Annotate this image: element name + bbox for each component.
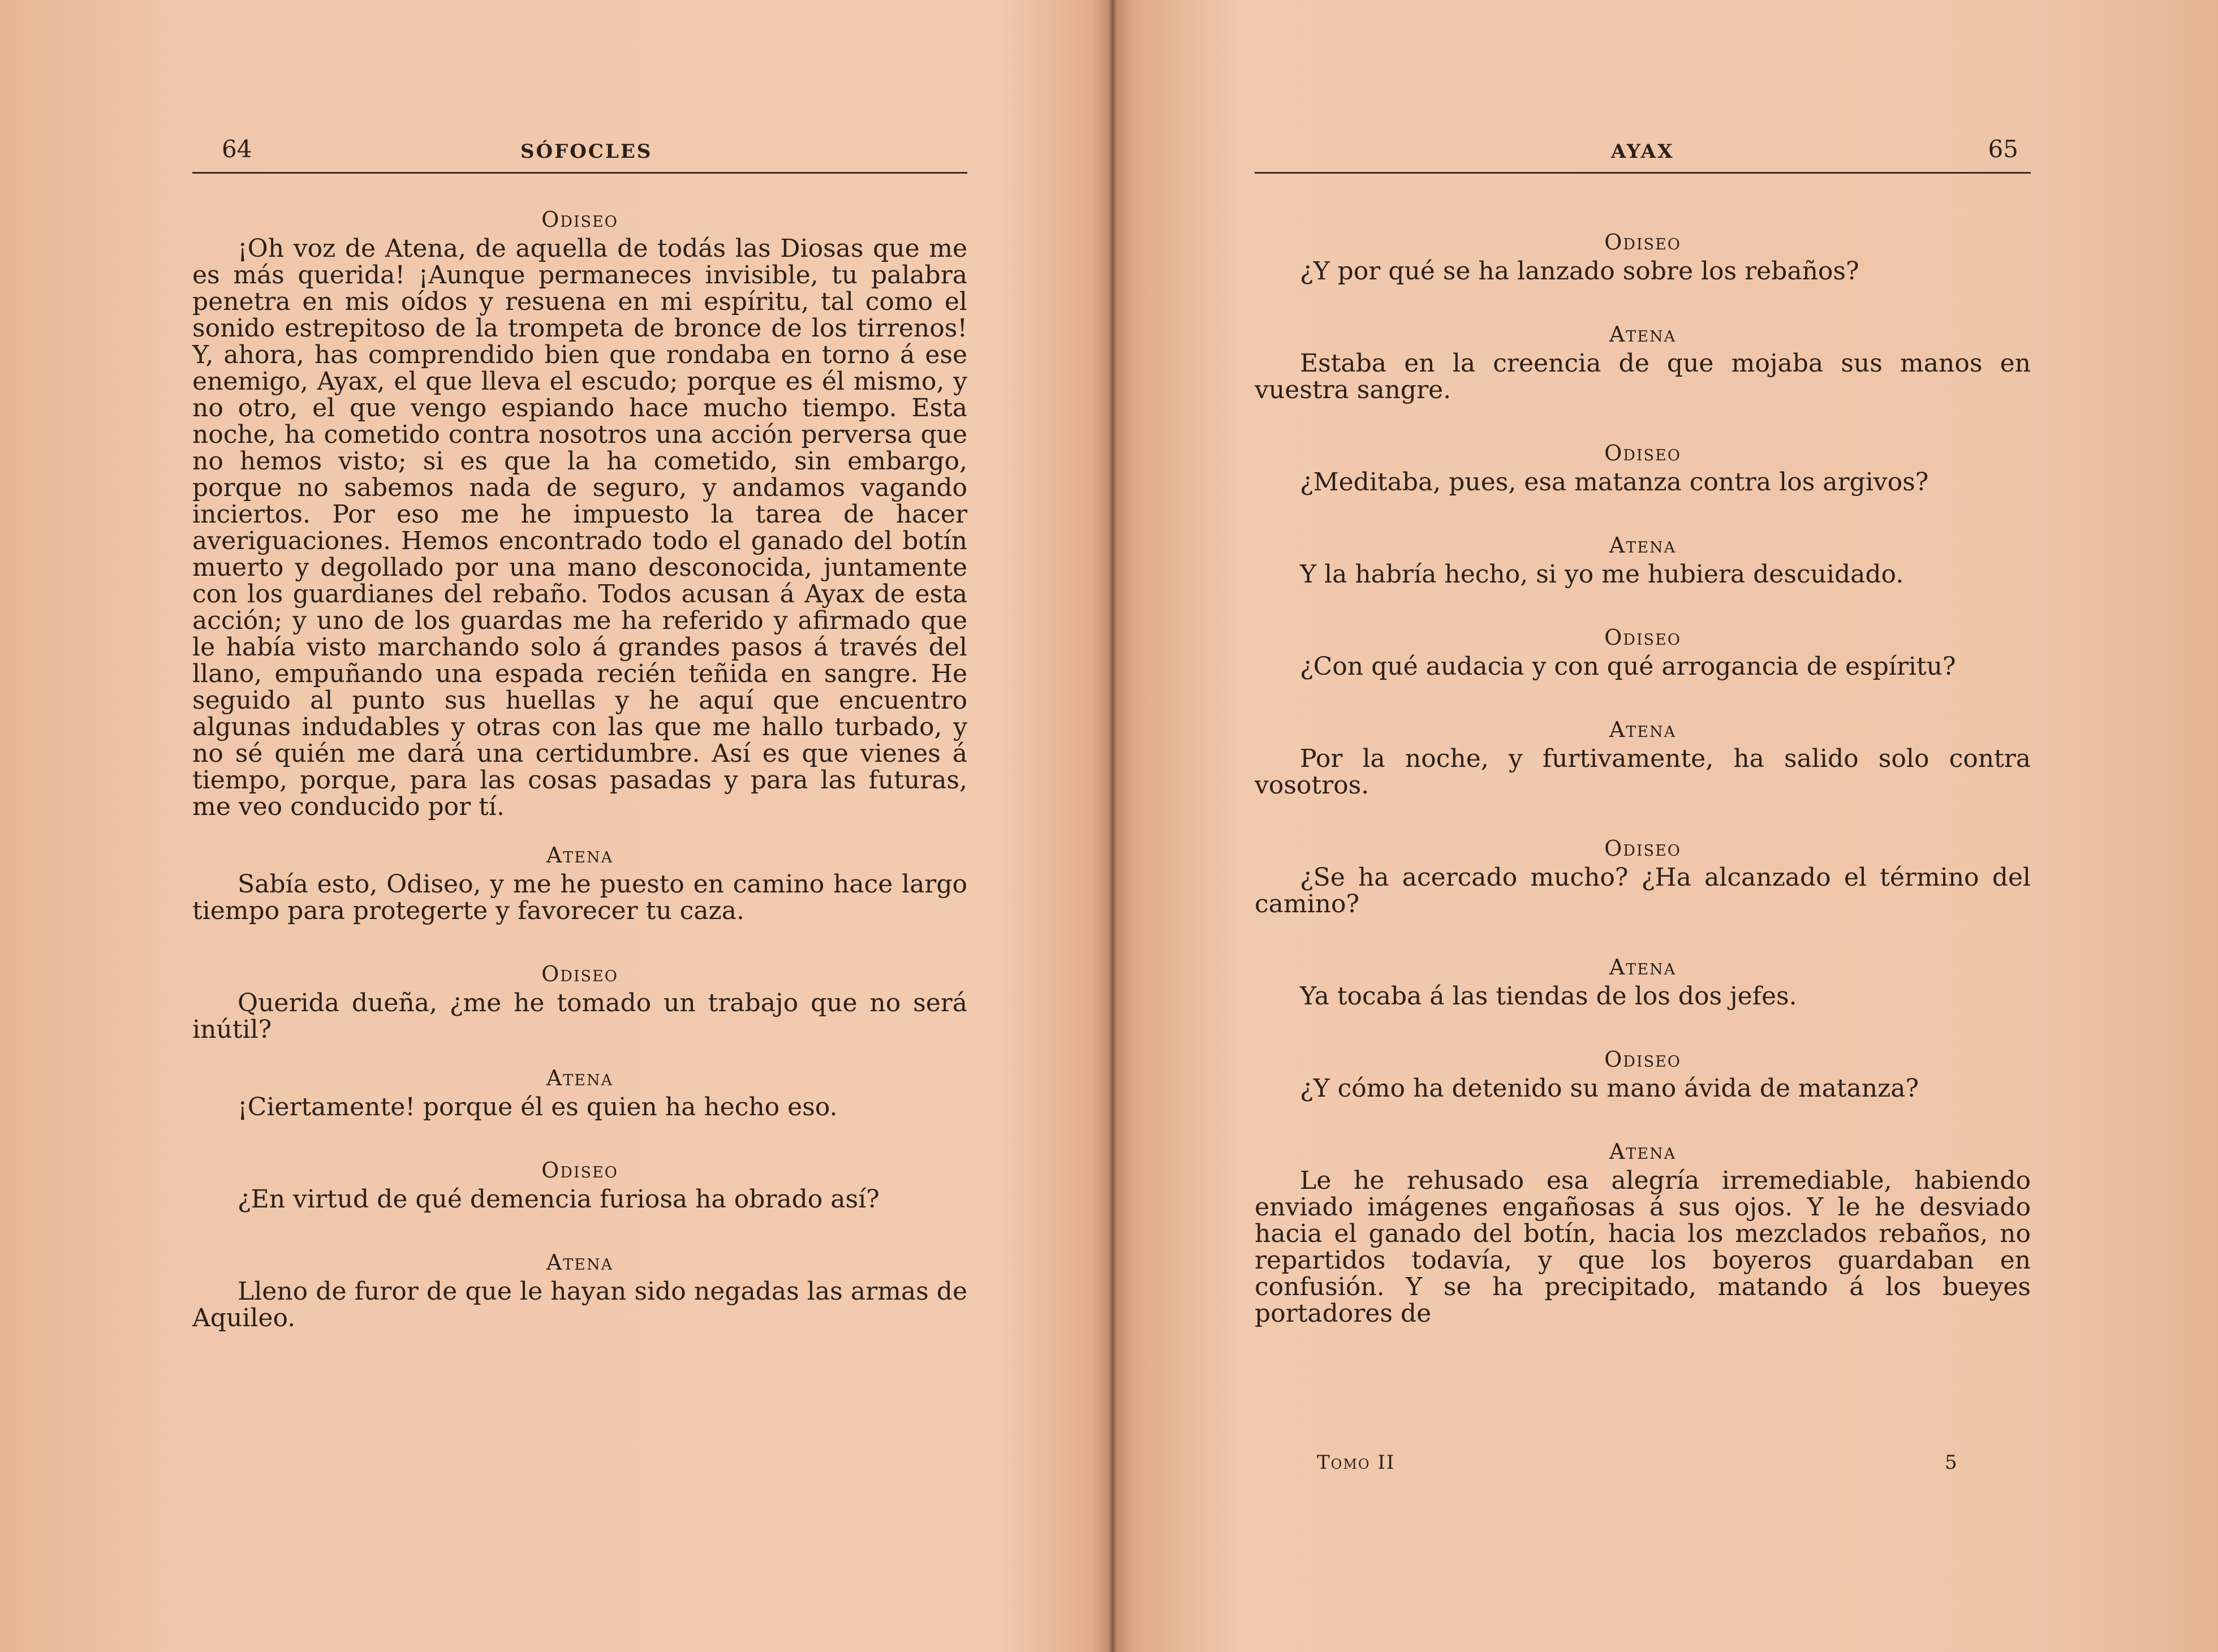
speaker-label: Atena [1609,322,1677,347]
speaker-label: Atena [546,1066,614,1090]
left-page-body [192,204,967,1331]
speaker-label: Odiseo [541,1158,618,1183]
signature-mark: 5 [1945,1451,1957,1474]
book-spine [1109,0,1117,1652]
speech-text: ¿Con qué audacia y con qué arrogancia de espíritu? [1300,652,1956,681]
speech-text: Sabía esto, Odiseo, y me he puesto en camino hace largo tiempo para protegerte y favorecer tu caza. [192,870,967,925]
speech-text: Ya tocaba á las tiendas de los dos jefes. [1300,982,1797,1011]
speaker-label: Odiseo [541,961,618,986]
speaker-label: Odiseo [1604,441,1681,465]
speaker-label: Atena [1609,717,1677,742]
speaker-label: Atena [546,1250,614,1275]
speech-text: ¿En virtud de qué demencia furiosa ha obrado así? [238,1185,880,1214]
speech-text: ¿Meditaba, pues, esa matanza contra los argivos? [1300,468,1929,497]
right-page-number: 65 [1988,135,2018,163]
speaker-label: Atena [1609,1139,1677,1164]
speech-text: Lleno de furor de que le hayan sido negadas las armas de Aquileo. [192,1277,967,1332]
speaker-label: Odiseo [1604,1047,1681,1072]
speech-text: ¿Y por qué se ha lanzado sobre los rebaños? [1300,257,1859,286]
right-page-body [1255,226,2031,1327]
speaker-label: Odiseo [1604,836,1681,861]
volume-label: Tomo II [1317,1451,1396,1474]
left-page [192,0,967,1652]
left-running-title: SÓFOCLES [520,140,653,163]
right-running-head [1255,131,2031,174]
left-running-head [192,131,967,174]
speech-text: ¡Oh voz de Atena, de aquella de todás las Diosas que me es más querida! ¡Aunque permaneces invisible, tu palabra penetra en mis oídos y resuena en mi espíritu, tal como el sonido estrepitoso de la trompeta de bronce de los tirrenos! Y, ahora, has comprendido bien que rondaba en torno á ese enemigo, Ayax, el que lleva el escudo; porque es él mismo, y no otro, el que vengo espiando hace mucho tiempo. Esta noche, ha cometido contra nosotros una acción perversa que no hemos visto; si es que la ha cometido, sin embargo, porque no sabemos nada de seguro, y andamos vagando inciertos. Por eso me he impuesto la tarea de hacer averiguaciones. Hemos encontrado todo el ganado del botín muerto y degollado por una mano desconocida, juntamente con los guardianes del rebaño. Todos acusan á Ayax de esta acción; y uno de los guardas me ha referido y afirmado que le había visto marchando solo á grandes pasos á través del llano, empuñando una espada recién teñida en sangre. He seguido al punto sus huellas y he aquí que encuentro algunas indudables y otras con las que me hallo turbado, y no sé quién me dará una certidumbre. Así es que vienes á tiempo, porque, para las cosas pasadas y para las futuras, me veo conducido por tí. [192,234,967,821]
speaker-label: Atena [1609,955,1677,980]
speech-text: Y la habría hecho, si yo me hubiera descuidado. [1300,560,1904,589]
speech-text: Por la noche, y furtivamente, ha salido solo contra vosotros. [1255,744,2031,800]
speaker-label: Odiseo [1604,230,1681,255]
speech-text: Querida dueña, ¿me he tomado un trabajo que no será inútil? [192,989,967,1044]
right-page-footer [1255,1451,2031,1485]
speaker-label: Odiseo [541,207,618,232]
speaker-label: Atena [1609,533,1677,558]
speech-text: ¡Ciertamente! porque él es quien ha hecho eso. [238,1093,838,1122]
speech-text: Le he rehusado esa alegría irremediable, habiendo enviado imágenes engañosas á sus ojos. Y le he desviado hacia el ganado del botín, hacia los mezclados rebaños, no repartidos todavía, y que los boyeros guardaban en confusión. Y se ha precipitado, matando á los bueyes portadores de [1255,1166,2031,1328]
speaker-label: Atena [546,843,614,868]
speaker-label: Odiseo [1604,625,1681,650]
speech-text: ¿Y cómo ha detenido su mano ávida de matanza? [1300,1074,1919,1103]
right-running-title: AYAX [1611,140,1674,163]
speech-text: ¿Se ha acercado mucho? ¿Ha alcanzado el término del camino? [1255,863,2031,918]
left-page-number: 64 [222,135,252,163]
speech-text: Estaba en la creencia de que mojaba sus manos en vuestra sangre. [1255,349,2031,404]
right-page [1255,0,2031,1652]
